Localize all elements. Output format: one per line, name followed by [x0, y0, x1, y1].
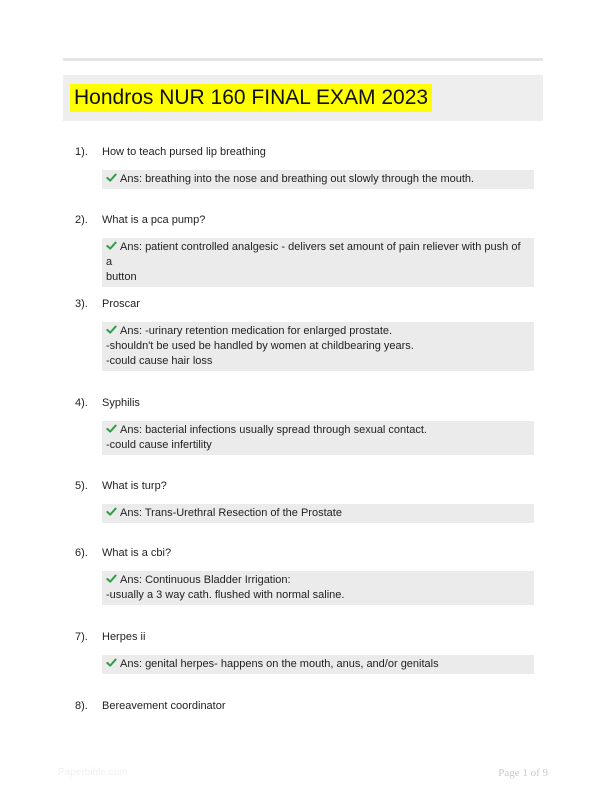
- question-number: 5).: [75, 480, 88, 492]
- question-number: 8).: [75, 700, 88, 712]
- footer-site: Paperbible.com: [58, 767, 128, 778]
- answer-text: -usually a 3 way cath. flushed with normal saline.: [106, 589, 345, 601]
- check-icon: [106, 423, 117, 434]
- question-text: Proscar: [102, 298, 140, 310]
- question-number: 6).: [75, 547, 88, 559]
- question-text: Herpes ii: [102, 631, 146, 643]
- answer-text: Ans: -urinary retention medication for enlarged prostate.: [120, 325, 393, 337]
- question-text: What is a pca pump?: [102, 214, 206, 226]
- check-icon: [106, 240, 117, 251]
- answer-text: -could cause infertility: [106, 439, 212, 451]
- answer-text: Ans: Continuous Bladder Irrigation:: [120, 574, 291, 586]
- answer-text: -shouldn't be used be handled by women at childbearing years.: [106, 340, 414, 352]
- check-icon: [106, 324, 117, 335]
- answer-text: Ans: patient controlled analgesic - delivers set amount of pain reliever with push of a: [106, 241, 524, 268]
- question-text: Syphilis: [102, 397, 140, 409]
- answer-line: [106, 270, 528, 285]
- page-number: Page 1 of 9: [498, 767, 548, 779]
- answer-line: [106, 438, 528, 453]
- question-number: 4).: [75, 397, 88, 409]
- check-icon: [106, 506, 117, 517]
- check-icon: [106, 657, 117, 668]
- answer-line: [106, 588, 528, 603]
- answer-text: Ans: bacterial infections usually spread through sexual contact.: [120, 424, 427, 436]
- answer-box: [102, 504, 534, 523]
- answer-line: [106, 423, 528, 438]
- answer-line: [106, 506, 528, 521]
- check-icon: [106, 172, 117, 183]
- check-icon: [106, 573, 117, 584]
- answer-line: [106, 657, 528, 672]
- answer-text: Ans: Trans-Urethral Resection of the Prostate: [120, 507, 342, 519]
- question-number: 3).: [75, 298, 88, 310]
- answer-text: -could cause hair loss: [106, 355, 213, 367]
- answer-text: Ans: genital herpes- happens on the mouth, anus, and/or genitals: [120, 658, 439, 670]
- answer-line: [106, 324, 528, 339]
- answer-box: [102, 170, 534, 189]
- answer-text: button: [106, 271, 137, 283]
- answer-box: [102, 421, 534, 455]
- top-divider: [63, 58, 543, 61]
- answer-box: [102, 655, 534, 674]
- question-text: What is turp?: [102, 480, 167, 492]
- answer-box: [102, 238, 534, 287]
- question-number: 7).: [75, 631, 88, 643]
- question-number: 2).: [75, 214, 88, 226]
- answer-line: [106, 354, 528, 369]
- answer-line: [106, 172, 528, 187]
- answer-box: [102, 322, 534, 371]
- question-number: 1).: [75, 146, 88, 158]
- answer-line: [106, 339, 528, 354]
- answer-box: [102, 571, 534, 605]
- question-text: How to teach pursed lip breathing: [102, 146, 266, 158]
- answer-line: [106, 573, 528, 588]
- question-text: What is a cbi?: [102, 547, 172, 559]
- answer-text: Ans: breathing into the nose and breathing out slowly through the mouth.: [120, 173, 475, 185]
- answer-line: [106, 240, 528, 270]
- page-title: Hondros NUR 160 FINAL EXAM 2023: [70, 84, 432, 112]
- question-text: Bereavement coordinator: [102, 700, 226, 712]
